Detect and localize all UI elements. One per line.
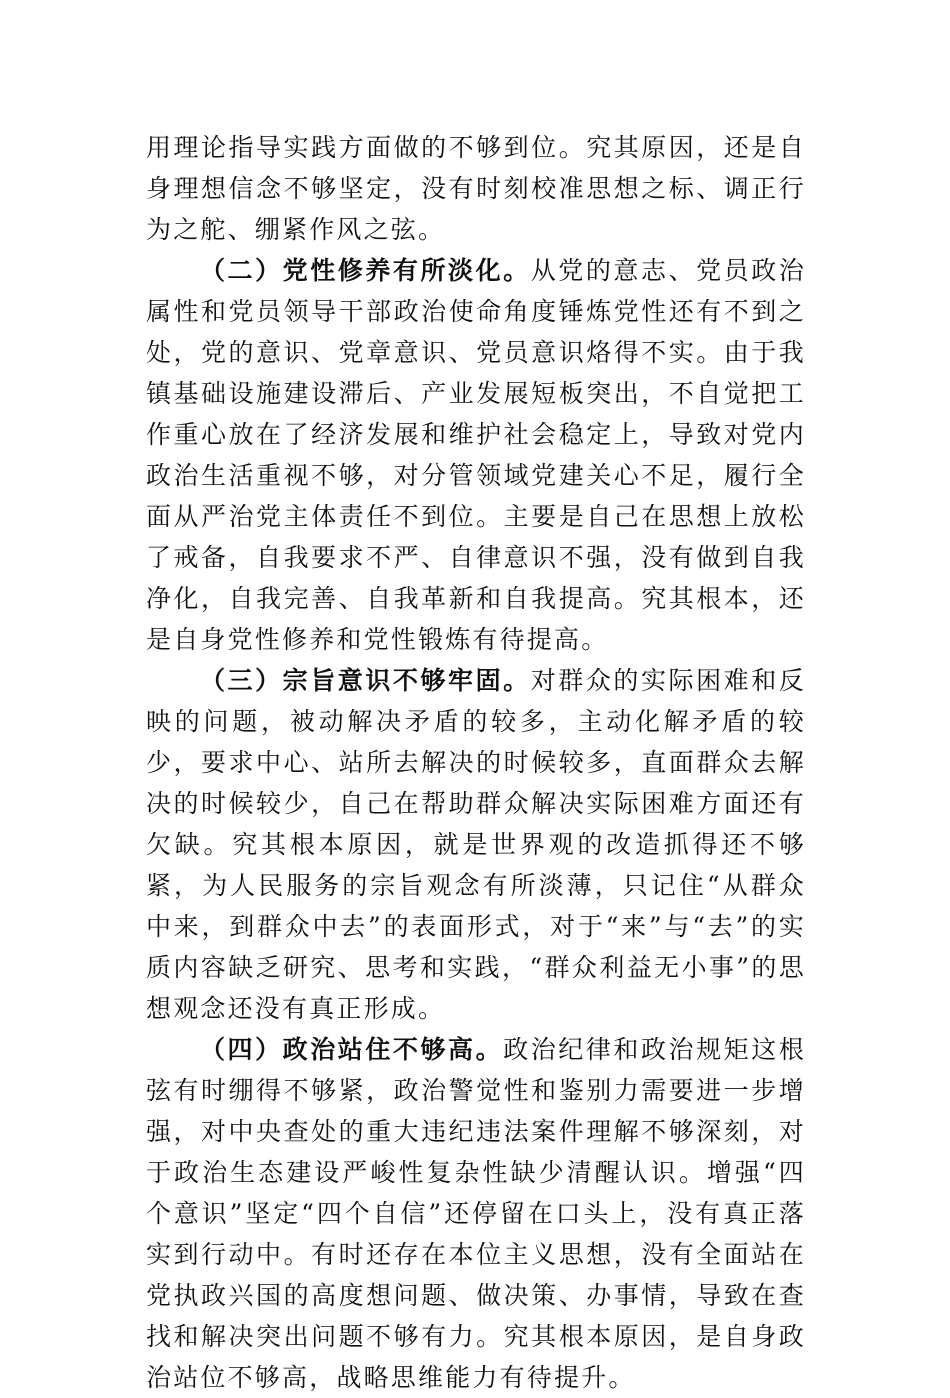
- paragraph-body: 政治纪律和政治规矩这根弦有时绷得不够紧，政治警觉性和鉴别力需要进一步增强，对中央查处的重大违纪违法案件理解不够深刻，对于政治生态建设严峻性复杂性缺少清醒认识。增强“四个意识”坚定“四个自信”还停留在口头上，没有真正落实到行动中。有时还存在本位主义思想，没有全面站在党执政兴国的高度想问题、做决策、办事情，导致在查找和解决突出问题不够有力。究其根本原因，是自身政治站位不够高，战略思维能力有待提升。: [146, 1035, 807, 1392]
- section-heading: （三）宗旨意识不够牢固。: [200, 666, 531, 695]
- paragraph-body: 从党的意志、党员政治属性和党员领导干部政治使命角度锤炼党性还有不到之处，党的意识、党章意识、党员意识烙得不实。由于我镇基础设施建设滞后、产业发展短板突出，不自觉把工作重心放在了经济发展和维护社会稳定上，导致对党内政治生活重视不够，对分管领域党建关心不足，履行全面从严治党主体责任不到位。主要是自己在思想上放松了戒备，自我要求不严、自律意识不强，没有做到自我净化，自我完善、自我革新和自我提高。究其根本，还是自身党性修养和党性锻炼有待提高。: [146, 256, 806, 654]
- section-heading: （四）政治站住不够高。: [200, 1035, 504, 1064]
- paragraph-party-spirit: [146, 250, 806, 660]
- section-heading: （二）党性修养有所淡化。: [200, 256, 531, 285]
- paragraph-continuation: [146, 127, 806, 250]
- paragraph-political-stance: [146, 1029, 806, 1398]
- paragraph-purpose-awareness: [146, 660, 806, 1029]
- document-page: [146, 127, 806, 1398]
- paragraph-body: 用理论指导实践方面做的不够到位。究其原因，还是自身理想信念不够坚定，没有时刻校准思想之标、调正行为之舵、绷紧作风之弦。: [146, 133, 806, 244]
- paragraph-body: 对群众的实际困难和反映的问题，被动解决矛盾的较多，主动化解矛盾的较少，要求中心、站所去解决的时候较多，直面群众去解决的时候较少，自己在帮助群众解决实际困难方面还有欠缺。究其根本原因，就是世界观的改造抓得还不够紧，为人民服务的宗旨观念有所淡薄，只记住“从群众中来，到群众中去”的表面形式，对于“来”与“去”的实质内容缺乏研究、思考和实践，“群众利益无小事”的思想观念还没有真正形成。: [146, 666, 806, 1023]
